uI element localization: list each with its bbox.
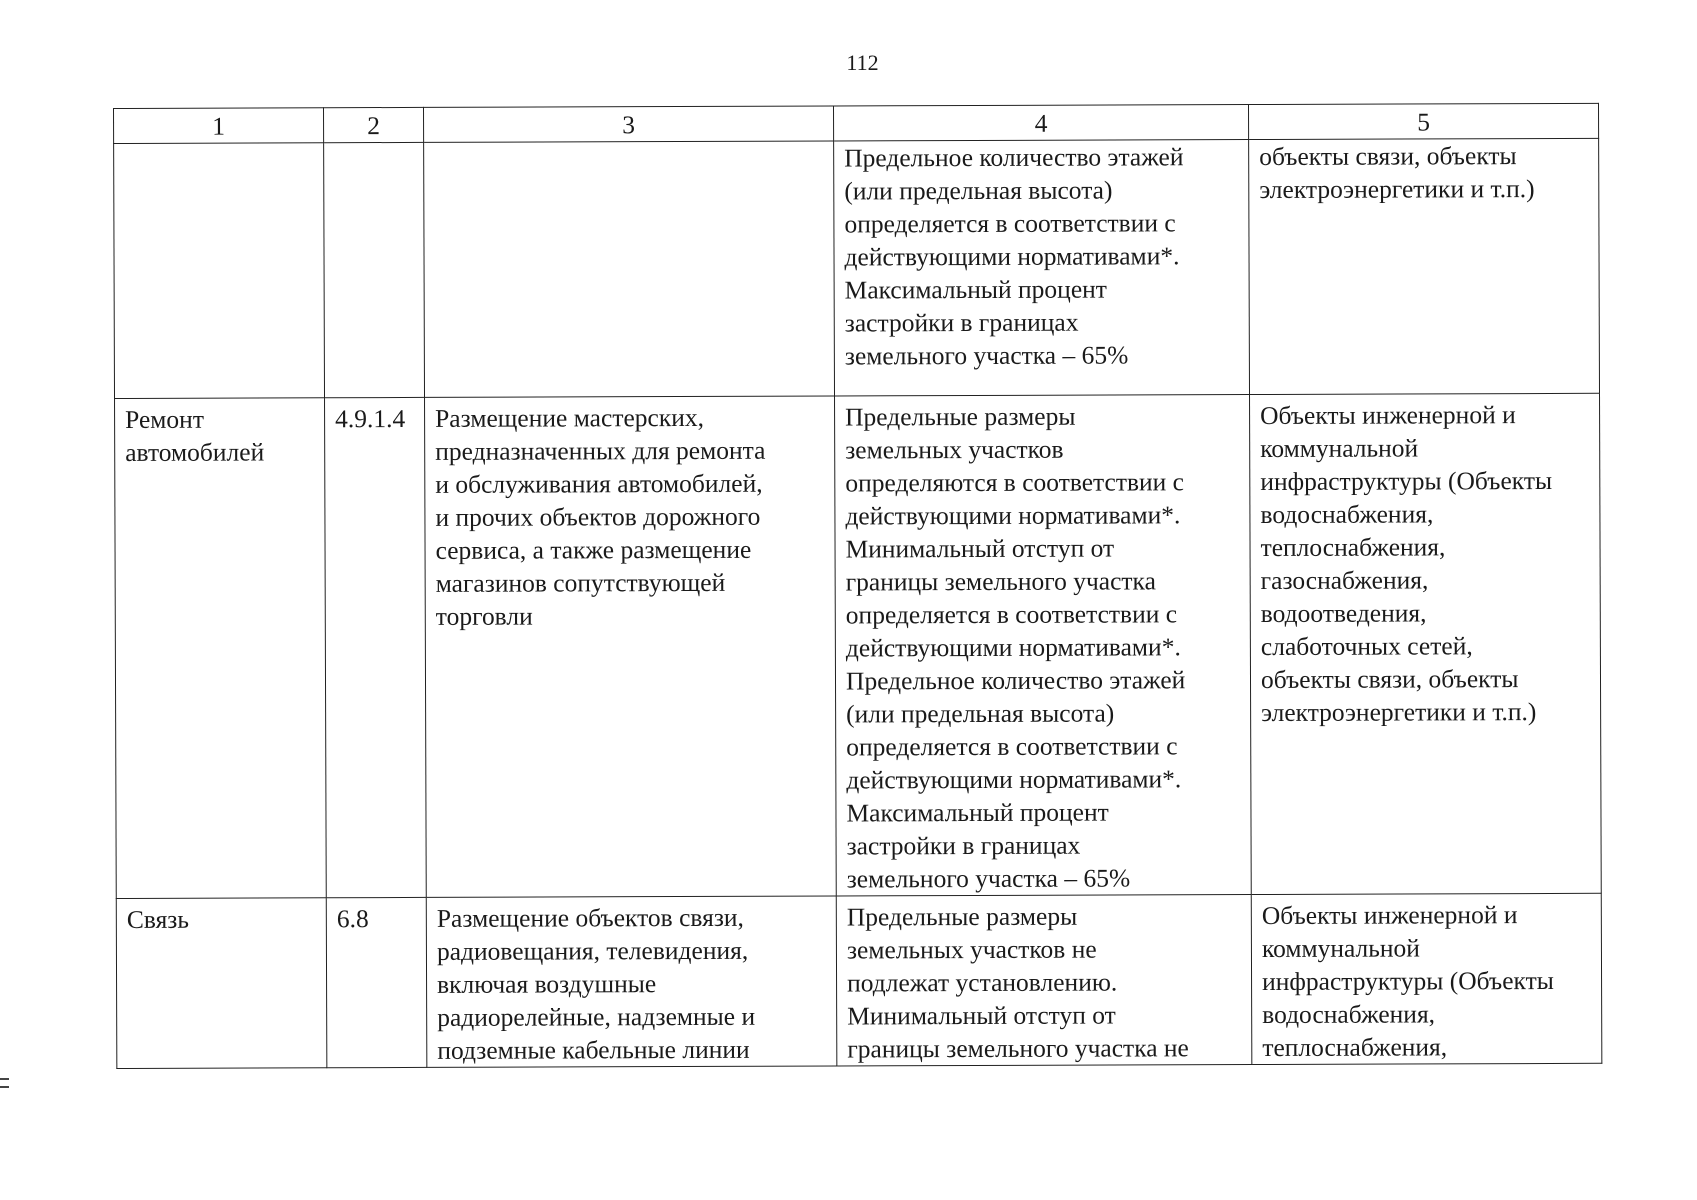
auxiliary-cell: Объекты инженерной и коммунальной инфраструктуры (Объекты водоснабжения, теплоснабжения, [1251, 893, 1602, 1064]
description-cell: Размещение объектов связи, радиовещания, телевидения, включая воздушные радиорелейные, надземные и подземные кабельные линии [426, 896, 837, 1067]
column-header: 2 [324, 107, 424, 142]
scan-edge-mark [0, 1086, 9, 1088]
use-name-cell: Ремонт автомобилей [115, 398, 327, 899]
scan-edge-mark [0, 1078, 9, 1080]
use-code-cell: 4.9.1.4 [325, 397, 427, 897]
description-cell [424, 141, 835, 397]
table-header-row [114, 103, 1599, 143]
description-cell: Размещение мастерских, предназначенных для ремонта и обслуживания автомобилей, и прочих объектов дорожного сервиса, а также размещение магазинов сопутствующей торговли [425, 396, 837, 897]
use-name-cell [114, 143, 325, 399]
use-name-cell: Связь [116, 898, 327, 1069]
page-number: 112 [846, 50, 879, 75]
table-row [116, 893, 1602, 1068]
use-code-cell [324, 142, 425, 397]
auxiliary-cell: объекты связи, объекты электроэнергетики и т.п.) [1249, 138, 1600, 394]
parameters-cell: Предельные размеры земельных участков не подлежат установлению. Минимальный отступ от границы земельного участка не [836, 895, 1252, 1066]
parameters-cell: Предельные размеры земельных участков определяются в соответствии с действующими нормативами*. Минимальный отступ от границы земельного участка определяется в соответствии с действующими нормативами*. Предельное количество этажей (или предельная высота) определяется в соответствии с действующими нормативами*. Максимальный процент застройки в границах земельного участка – 65% [835, 395, 1252, 896]
column-header: 4 [833, 105, 1248, 141]
auxiliary-cell: Объекты инженерной и коммунальной инфраструктуры (Объекты водоснабжения, теплоснабжения, газоснабжения, водоотведения, слаботочных сетей, объекты связи, объекты электроэнергетики и т.п.) [1250, 393, 1602, 894]
parameters-cell: Предельное количество этажей (или предельная высота) определяется в соответствии с действующими нормативами*. Максимальный процент застройки в границах земельного участка – 65% [834, 140, 1250, 396]
zoning-table [113, 103, 1602, 1069]
table-row [114, 138, 1600, 398]
column-header: 3 [423, 106, 833, 142]
column-header: 1 [114, 108, 324, 144]
table-row [115, 393, 1602, 898]
column-header: 5 [1248, 103, 1598, 139]
use-code-cell: 6.8 [326, 897, 427, 1067]
